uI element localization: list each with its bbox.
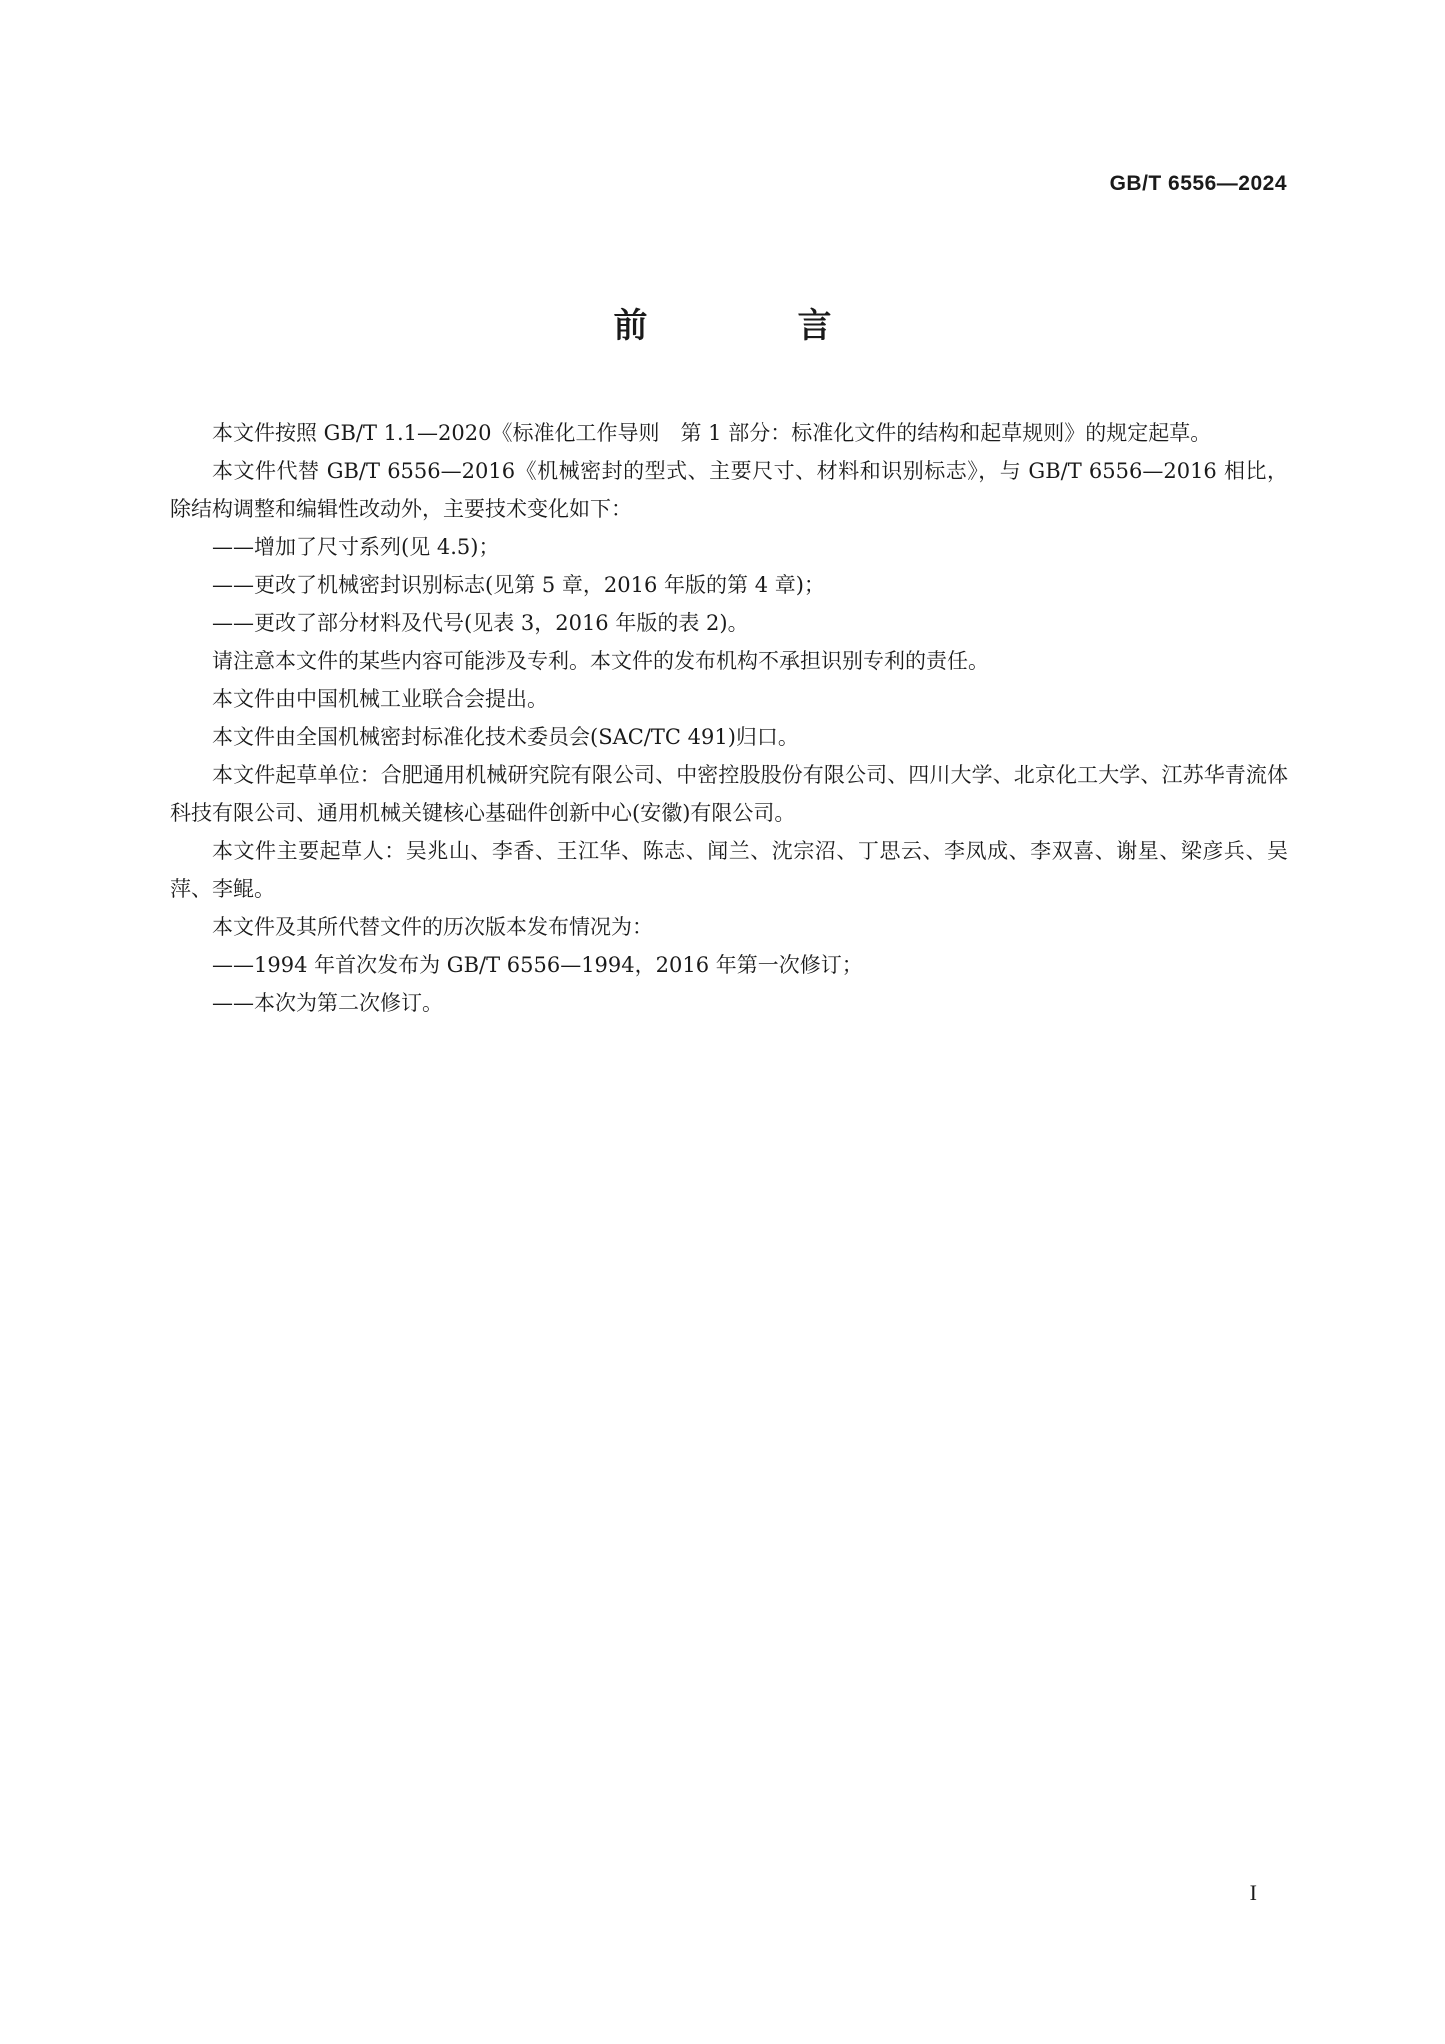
paragraph-drafting-units: 本文件起草单位：合肥通用机械研究院有限公司、中密控股股份有限公司、四川大学、北京化工大学、江苏华青流体科技有限公司、通用机械关键核心基础件创新中心(安徽)有限公司。	[170, 763, 1288, 825]
standard-code: GB/T 6556—2024	[1109, 172, 1287, 195]
history-item: ——1994 年首次发布为 GB/T 6556—1994，2016 年第一次修订；	[212, 953, 863, 977]
paragraph-history-intro: 本文件及其所代替文件的历次版本发布情况为：	[212, 915, 653, 939]
foreword-body	[170, 414, 1288, 1022]
paragraph-proposer: 本文件由中国机械工业联合会提出。	[212, 687, 548, 711]
paragraph-replacement: 本文件代替 GB/T 6556—2016《机械密封的型式、主要尺寸、材料和识别标志》，与 GB/T 6556—2016 相比，除结构调整和编辑性改动外，主要技术变化如下：	[170, 459, 1288, 521]
paragraph-patent-notice: 请注意本文件的某些内容可能涉及专利。本文件的发布机构不承担识别专利的责任。	[212, 649, 989, 673]
page-number: I	[1249, 1880, 1257, 1905]
change-item: ——增加了尺寸系列(见 4.5)；	[212, 535, 500, 559]
change-item: ——更改了机械密封识别标志(见第 5 章，2016 年版的第 4 章)；	[212, 573, 825, 597]
paragraph-drafting-rules: 本文件按照 GB/T 1.1—2020《标准化工作导则 第 1 部分：标准化文件的结构和起草规则》的规定起草。	[212, 421, 1212, 445]
page-title: 前 言	[613, 306, 890, 346]
change-item: ——更改了部分材料及代号(见表 3，2016 年版的表 2)。	[212, 611, 749, 635]
history-item: ——本次为第二次修订。	[212, 991, 443, 1015]
paragraph-committee: 本文件由全国机械密封标准化技术委员会(SAC/TC 491)归口。	[212, 725, 799, 749]
paragraph-drafters: 本文件主要起草人：吴兆山、李香、王江华、陈志、闻兰、沈宗沼、丁思云、李凤成、李双喜、谢星、梁彦兵、吴萍、李鲲。	[170, 839, 1288, 901]
